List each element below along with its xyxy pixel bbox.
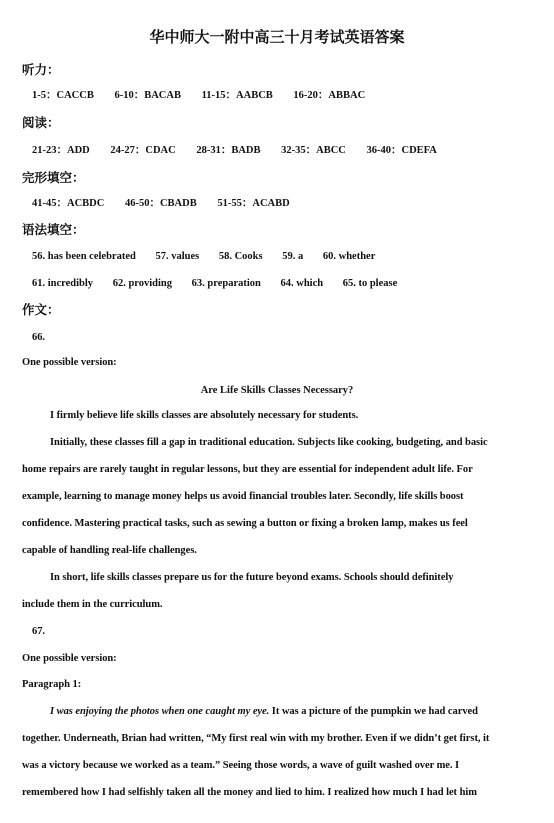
continuation-line: remembered how I had selfishly taken all the money and lied to him. I realized how much I had let him [22, 787, 477, 798]
section-heading-listening: 听力： [22, 62, 60, 77]
version-label-66: One possible version: [22, 357, 117, 368]
answer-item: 56. has been celebrated [32, 251, 136, 262]
answer-group: 32-35：ABCC [281, 145, 346, 156]
answer-group: 51-55：ACABD [217, 198, 290, 209]
essay-line: example, learning to manage money helps us avoid financial troubles later. Secondly, life skills boost [22, 491, 464, 502]
paragraph-label: Paragraph 1: [22, 679, 82, 690]
essay-line: Initially, these classes fill a gap in traditional education. Subjects like cooking, budgeting, and basic [50, 437, 488, 448]
answer-item: 63. preparation [191, 278, 261, 289]
answer-group: 6-10：BACAB [114, 90, 181, 101]
essay-line: I firmly believe life skills classes are absolutely necessary for students. [50, 410, 359, 421]
essay-line: confidence. Mastering practical tasks, such as sewing a button or fixing a broken lamp, makes us feel [22, 518, 468, 529]
given-sentence: I was enjoying the photos when one caught my eye. [50, 706, 270, 717]
reading-answers [32, 146, 455, 157]
section-heading-grammar: 语法填空： [22, 222, 85, 237]
answer-group: 11-15：AABCB [201, 90, 273, 101]
answer-group: 28-31：BADB [196, 145, 261, 156]
section-heading-reading: 阅读： [22, 115, 60, 130]
answer-item: 62. providing [112, 278, 173, 289]
continuation-line: was a victory because we worked as a team.” Seeing those words, a wave of guilt washed over me. I [22, 760, 460, 771]
answer-item: 59. a [282, 251, 304, 262]
answer-item: 60. whether [322, 251, 376, 262]
answer-item: 57. values [155, 251, 200, 262]
answer-group: 1-5：CACCB [32, 90, 94, 101]
continuation-line [50, 707, 478, 718]
answer-group: 16-20：ABBAC [293, 90, 366, 101]
section-heading-writing: 作文： [22, 302, 60, 317]
essay-line: include them in the curriculum. [22, 599, 163, 610]
essay-title: Are Life Skills Classes Necessary? [200, 385, 354, 396]
answer-item: 65. to please [342, 278, 398, 289]
section-heading-cloze: 完形填空： [22, 170, 85, 185]
answer-item: 58. Cooks [218, 251, 263, 262]
answer-group: 46-50：CBADB [124, 198, 197, 209]
continuation-line: together. Underneath, Brian had written, “My first real win with my brother. Even if we didn’t get first, it [22, 733, 490, 744]
answer-group: 24-27：CDAC [110, 145, 176, 156]
essay-line: capable of handling real-life challenges. [22, 545, 197, 556]
answer-group: 21-23：ADD [32, 145, 90, 156]
grammar-answers-row-2 [32, 279, 414, 290]
version-label-67: One possible version: [22, 653, 117, 664]
answer-item: 64. which [280, 278, 324, 289]
grammar-answers-row-1 [32, 252, 392, 263]
question-number-66: 66. [32, 332, 45, 343]
page-title: 华中师大一附中高三十月考试英语答案 [149, 28, 405, 46]
continuation-text: It was a picture of the pumpkin we had carved [269, 706, 478, 717]
answer-group: 36-40：CDEFA [366, 145, 437, 156]
answer-group: 41-45：ACBDC [32, 198, 105, 209]
answer-item: 61. incredibly [32, 278, 94, 289]
cloze-answers [32, 199, 308, 210]
listening-answers [32, 91, 383, 102]
essay-line: In short, life skills classes prepare us for the future beyond exams. Schools should definitely [50, 572, 454, 583]
question-number-67: 67. [32, 626, 45, 637]
essay-line: home repairs are rarely taught in regular lessons, but they are essential for independent adult life. For [22, 464, 473, 475]
